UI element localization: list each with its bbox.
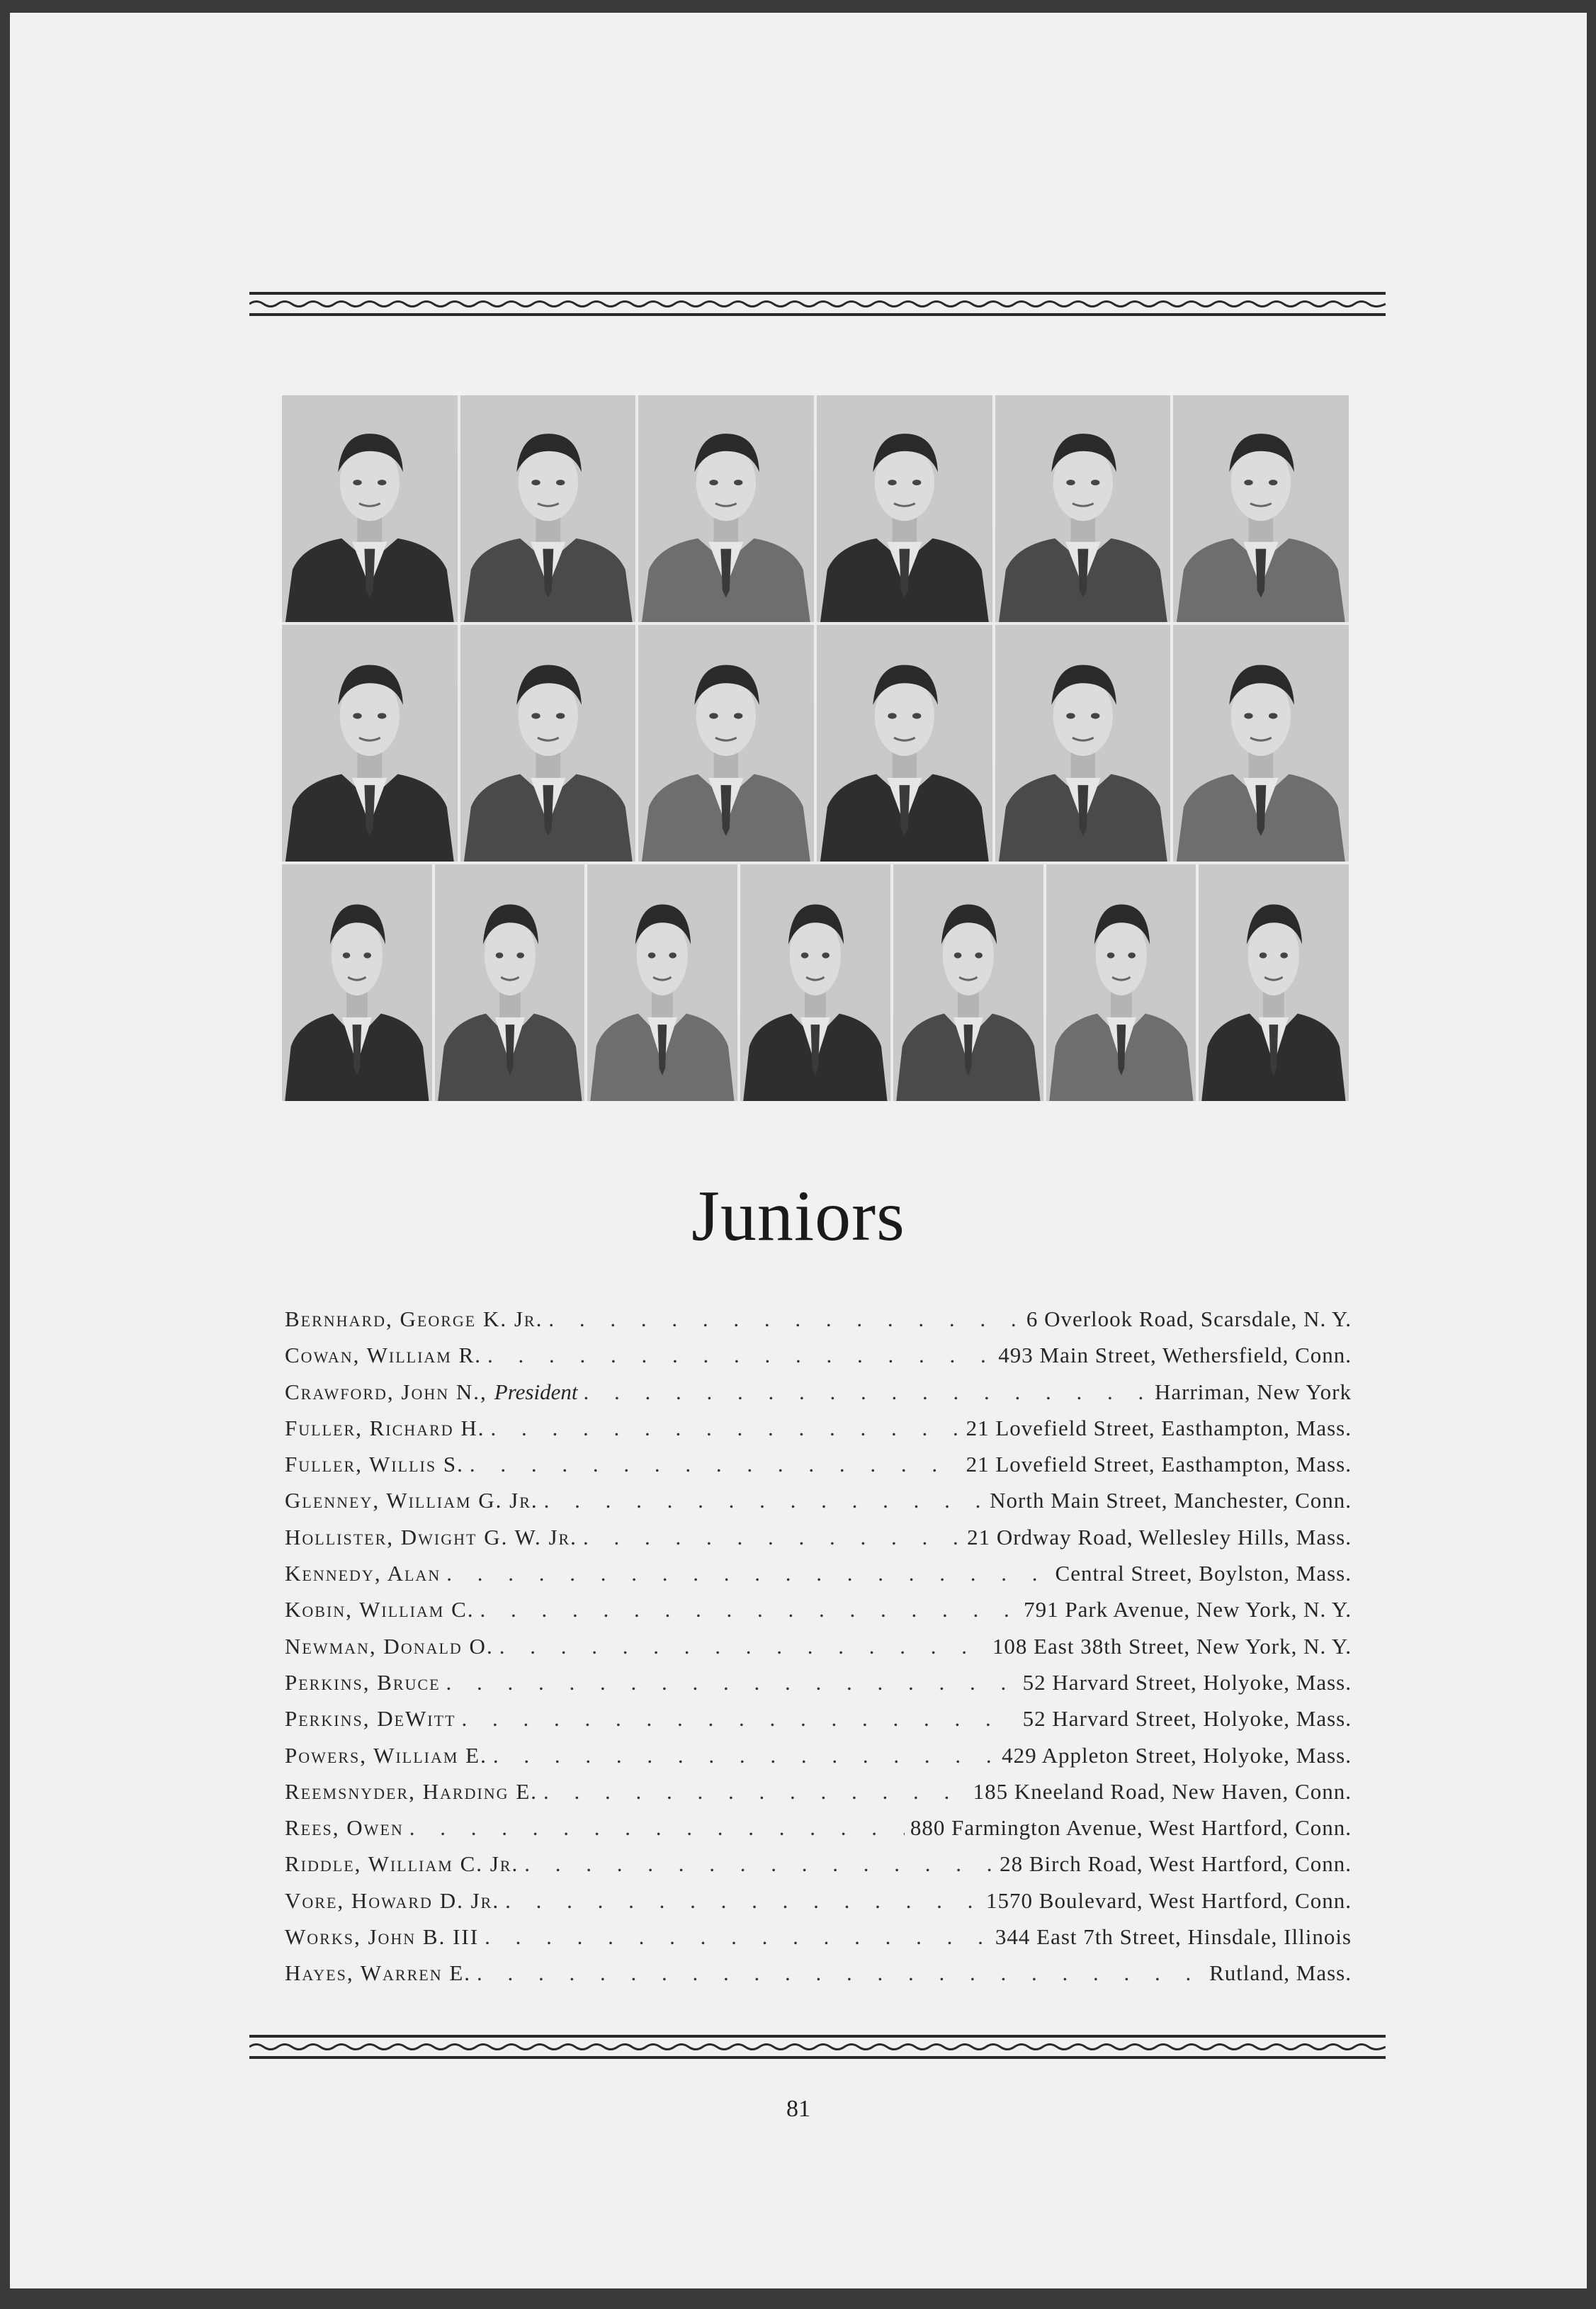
student-address: 791 Park Avenue, New York, N. Y.	[1024, 1597, 1352, 1622]
student-name: Cowan, William R.	[285, 1343, 482, 1368]
photo-row-2	[282, 625, 1349, 862]
student-name: Perkins, DeWitt	[285, 1706, 456, 1732]
portrait-photo	[995, 625, 1171, 862]
dot-leader	[505, 1888, 980, 1914]
bottom-decorative-rule	[249, 2033, 1386, 2060]
roster-entry	[285, 1416, 1352, 1452]
dot-leader	[477, 1960, 1204, 1986]
student-name: Perkins, Bruce	[285, 1669, 441, 1695]
portrait-photo	[1173, 395, 1349, 622]
student-name: Bernhard, George K. Jr.	[285, 1306, 543, 1331]
dot-leader	[524, 1851, 994, 1877]
dot-leader	[485, 1924, 990, 1950]
student-name: Riddle, William C. Jr.	[285, 1851, 519, 1877]
student-address: 185 Kneeland Road, New Haven, Conn.	[973, 1778, 1352, 1804]
student-address: 21 Lovefield Street, Easthampton, Mass.	[966, 1415, 1352, 1440]
student-address: North Main Street, Manchester, Conn.	[990, 1488, 1352, 1513]
student-name: Fuller, Richard H.	[285, 1415, 485, 1440]
portrait-photo	[460, 625, 636, 862]
portrait-photo	[995, 395, 1171, 622]
dot-leader	[583, 1379, 1149, 1405]
student-address: 108 East 38th Street, New York, N. Y.	[992, 1633, 1352, 1659]
page-number: 81	[786, 2096, 810, 2122]
dot-leader	[446, 1670, 1017, 1695]
portrait-photo	[282, 625, 458, 862]
student-name: Powers, William E.	[285, 1742, 487, 1768]
roster-entry	[285, 1743, 1352, 1779]
top-decorative-rule	[249, 290, 1386, 317]
student-address: 21 Lovefield Street, Easthampton, Mass.	[966, 1452, 1352, 1477]
student-name: Fuller, Willis S.	[285, 1452, 464, 1477]
portrait-photo	[893, 864, 1043, 1101]
student-name: Reemsnyder, Harding E.	[285, 1778, 538, 1804]
roster-entry	[285, 1670, 1352, 1706]
roster-entry	[285, 1343, 1352, 1379]
portrait-photo	[740, 864, 890, 1101]
student-name: Hollister, Dwight G. W. Jr.	[285, 1524, 577, 1549]
roster-entry	[285, 1597, 1352, 1633]
student-name: Kennedy, Alan	[285, 1561, 441, 1586]
roster-entry	[285, 1525, 1352, 1561]
roster-entry	[285, 1851, 1352, 1887]
portrait-photo	[817, 625, 992, 862]
student-name: Hayes, Warren E.	[285, 1960, 472, 1986]
page-title: Juniors	[691, 1176, 905, 1256]
yearbook-page	[10, 13, 1587, 2288]
dot-leader	[480, 1597, 1019, 1622]
student-name: Works, John B. III	[285, 1924, 480, 1950]
portrait-photo	[1199, 864, 1349, 1101]
roster-entry	[285, 1306, 1352, 1343]
roster-entry	[285, 1924, 1352, 1960]
student-address: 493 Main Street, Wethersfield, Conn.	[998, 1343, 1352, 1368]
roster-entry	[285, 1888, 1352, 1924]
dot-leader	[487, 1343, 992, 1368]
portrait-photo	[282, 395, 458, 622]
student-name: Newman, Donald O.	[285, 1633, 494, 1659]
dot-leader	[470, 1452, 961, 1477]
student-address: Harriman, New York	[1154, 1379, 1352, 1404]
student-address: 880 Farmington Avenue, West Hartford, Conn.	[910, 1815, 1352, 1841]
student-name: Crawford, John N.,	[285, 1379, 487, 1404]
student-address: Rutland, Mass.	[1209, 1960, 1352, 1986]
student-address: 344 East 7th Street, Hinsdale, Illinois	[995, 1924, 1352, 1950]
student-address: 429 Appleton Street, Holyoke, Mass.	[1002, 1742, 1352, 1768]
student-address: 21 Ordway Road, Wellesley Hills, Mass.	[967, 1524, 1352, 1549]
portrait-photo	[587, 864, 737, 1101]
dot-leader	[544, 1488, 984, 1513]
portrait-photo	[460, 395, 636, 622]
portrait-photo	[435, 864, 585, 1101]
roster-entry	[285, 1561, 1352, 1597]
portrait-photo	[638, 395, 814, 622]
photo-row-1	[282, 395, 1349, 622]
roster-entry	[285, 1452, 1352, 1488]
roster-entry	[285, 1815, 1352, 1851]
student-address: 6 Overlook Road, Scarsdale, N. Y.	[1026, 1306, 1352, 1331]
portrait-photo	[1046, 864, 1196, 1101]
dot-leader	[493, 1743, 996, 1768]
student-address: 28 Birch Road, West Hartford, Conn.	[1000, 1851, 1352, 1877]
student-address: 1570 Boulevard, West Hartford, Conn.	[986, 1887, 1352, 1913]
student-name: Kobin, William C.	[285, 1597, 475, 1622]
roster-entry	[285, 1779, 1352, 1815]
student-name: Rees, Owen	[285, 1815, 404, 1841]
portrait-photo	[817, 395, 992, 622]
student-role: President	[494, 1379, 578, 1404]
dot-leader	[409, 1815, 905, 1841]
roster-entry	[285, 1706, 1352, 1742]
dot-leader	[543, 1779, 968, 1805]
dot-leader	[491, 1416, 961, 1441]
student-name: Vore, Howard D. Jr.	[285, 1887, 500, 1913]
portrait-photo	[282, 864, 432, 1101]
portrait-photo	[1173, 625, 1349, 862]
photo-row-3	[282, 864, 1349, 1101]
student-roster	[285, 1306, 1352, 1997]
dot-leader	[461, 1706, 1017, 1732]
student-address: Central Street, Boylston, Mass.	[1055, 1561, 1352, 1586]
roster-entry	[285, 1488, 1352, 1524]
class-photo-grid	[282, 395, 1349, 1101]
dot-leader	[499, 1634, 987, 1659]
student-name: Glenney, William G. Jr.	[285, 1488, 538, 1513]
student-address: 52 Harvard Street, Holyoke, Mass.	[1022, 1669, 1352, 1695]
dot-leader	[548, 1306, 1020, 1332]
dot-leader	[583, 1525, 961, 1550]
portrait-photo	[638, 625, 814, 862]
roster-entry	[285, 1379, 1352, 1416]
dot-leader	[446, 1561, 1049, 1586]
roster-entry	[285, 1634, 1352, 1670]
roster-entry	[285, 1960, 1352, 1997]
student-address: 52 Harvard Street, Holyoke, Mass.	[1022, 1706, 1352, 1732]
